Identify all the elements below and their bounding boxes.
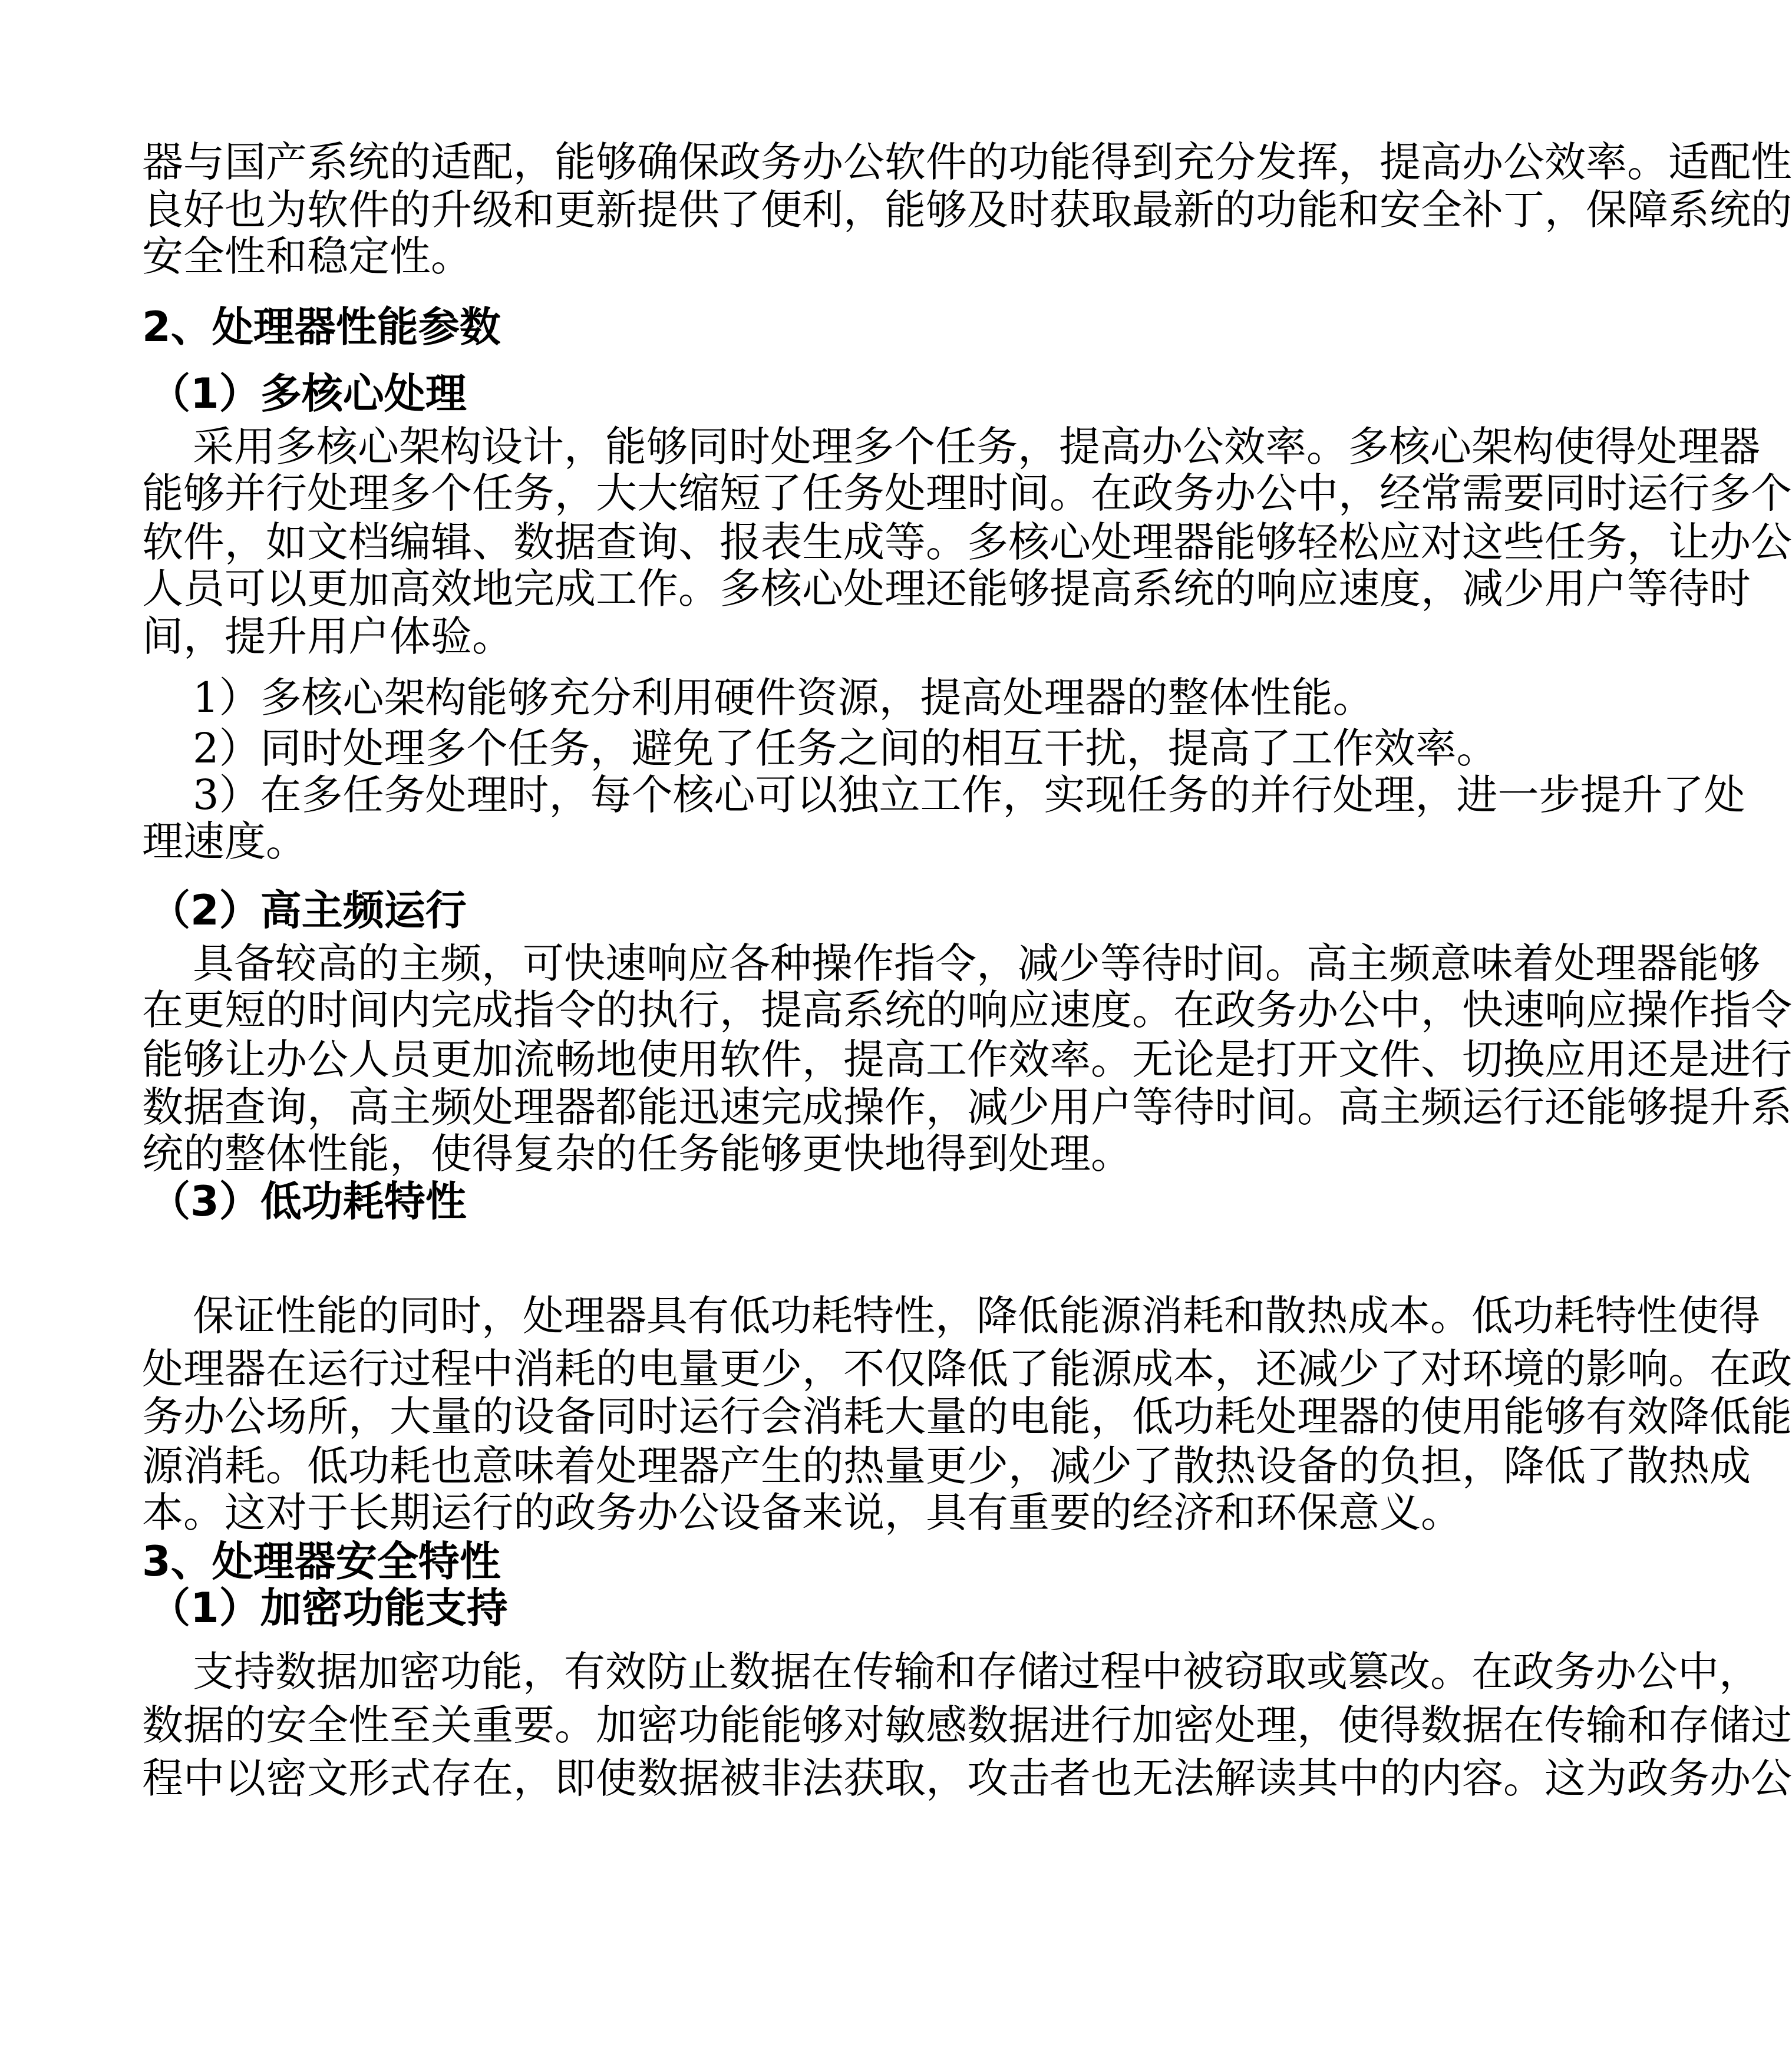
paragraph-line: 良好也为软件的升级和更新提供了便利，能够及时获取最新的功能和安全补丁，保障系统的 xyxy=(142,186,1792,234)
paragraph-line: 理速度。 xyxy=(142,817,307,866)
paragraph-line: 1）多核心架构能够充分利用硬件资源，提高处理器的整体性能。 xyxy=(193,673,1374,722)
paragraph-line: 能够并行处理多个任务，大大缩短了任务处理时间。在政务办公中，经常需要同时运行多个 xyxy=(142,469,1792,517)
subsection-heading: （2）高主频运行 xyxy=(149,886,467,935)
paragraph-line: 源消耗。低功耗也意味着处理器产生的热量更少，减少了散热设备的负担，降低了散热成 xyxy=(142,1442,1751,1490)
paragraph-line: 人员可以更加高效地完成工作。多核心处理还能够提高系统的响应速度，减少用户等待时 xyxy=(142,564,1751,613)
paragraph-line: 数据的安全性至关重要。加密功能能够对敏感数据进行加密处理，使得数据在传输和存储过 xyxy=(142,1701,1792,1749)
subsection-heading: （3）低功耗特性 xyxy=(149,1177,467,1226)
paragraph-line: 数据查询，高主频处理器都能迅速完成操作，减少用户等待时间。高主频运行还能够提升系 xyxy=(142,1083,1792,1131)
paragraph-line: 处理器在运行过程中消耗的电量更少，不仅降低了能源成本，还减少了对环境的影响。在政 xyxy=(142,1345,1792,1393)
paragraph-line: 软件，如文档编辑、数据查询、报表生成等。多核心处理器能够轻松应对这些任务，让办公 xyxy=(142,518,1792,566)
paragraph-line: 务办公场所，大量的设备同时运行会消耗大量的电能，低功耗处理器的使用能够有效降低能 xyxy=(142,1392,1792,1441)
paragraph-line: 保证性能的同时，处理器具有低功耗特性，降低能源消耗和散热成本。低功耗特性使得 xyxy=(193,1292,1760,1340)
paragraph-line: 安全性和稳定性。 xyxy=(142,232,472,280)
section-heading: 2、处理器性能参数 xyxy=(142,303,501,351)
paragraph-line: 3）在多任务处理时，每个核心可以独立工作，实现任务的并行处理，进一步提升了处 xyxy=(193,771,1745,819)
section-heading: 3、处理器安全特性 xyxy=(142,1537,501,1586)
paragraph-line: 2）同时处理多个任务，避免了任务之间的相互干扰，提高了工作效率。 xyxy=(193,724,1498,772)
paragraph-line: 在更短的时间内完成指令的执行，提高系统的响应速度。在政务办公中，快速响应操作指令 xyxy=(142,986,1792,1034)
paragraph-line: 采用多核心架构设计，能够同时处理多个任务，提高办公效率。多核心架构使得处理器 xyxy=(193,422,1760,471)
subsection-heading: （1）多核心处理 xyxy=(149,369,467,418)
paragraph-line: 程中以密文形式存在，即使数据被非法获取，攻击者也无法解读其中的内容。这为政务办公 xyxy=(142,1754,1792,1802)
paragraph-line: 统的整体性能，使得复杂的任务能够更快地得到处理。 xyxy=(142,1130,1132,1178)
paragraph-line: 具备较高的主频，可快速响应各种操作指令，减少等待时间。高主频意味着处理器能够 xyxy=(193,939,1760,988)
paragraph-line: 本。这对于长期运行的政务办公设备来说，具有重要的经济和环保意义。 xyxy=(142,1488,1462,1537)
paragraph-line: 能够让办公人员更加流畅地使用软件，提高工作效率。无论是打开文件、切换应用还是进行 xyxy=(142,1035,1792,1084)
paragraph-line: 器与国产系统的适配，能够确保政务办公软件的功能得到充分发挥，提高办公效率。适配性 xyxy=(142,138,1792,186)
paragraph-line: 支持数据加密功能，有效防止数据在传输和存储过程中被窃取或篡改。在政务办公中， xyxy=(193,1647,1760,1696)
subsection-heading: （1）加密功能支持 xyxy=(149,1584,508,1632)
paragraph-line: 间，提升用户体验。 xyxy=(142,612,513,661)
